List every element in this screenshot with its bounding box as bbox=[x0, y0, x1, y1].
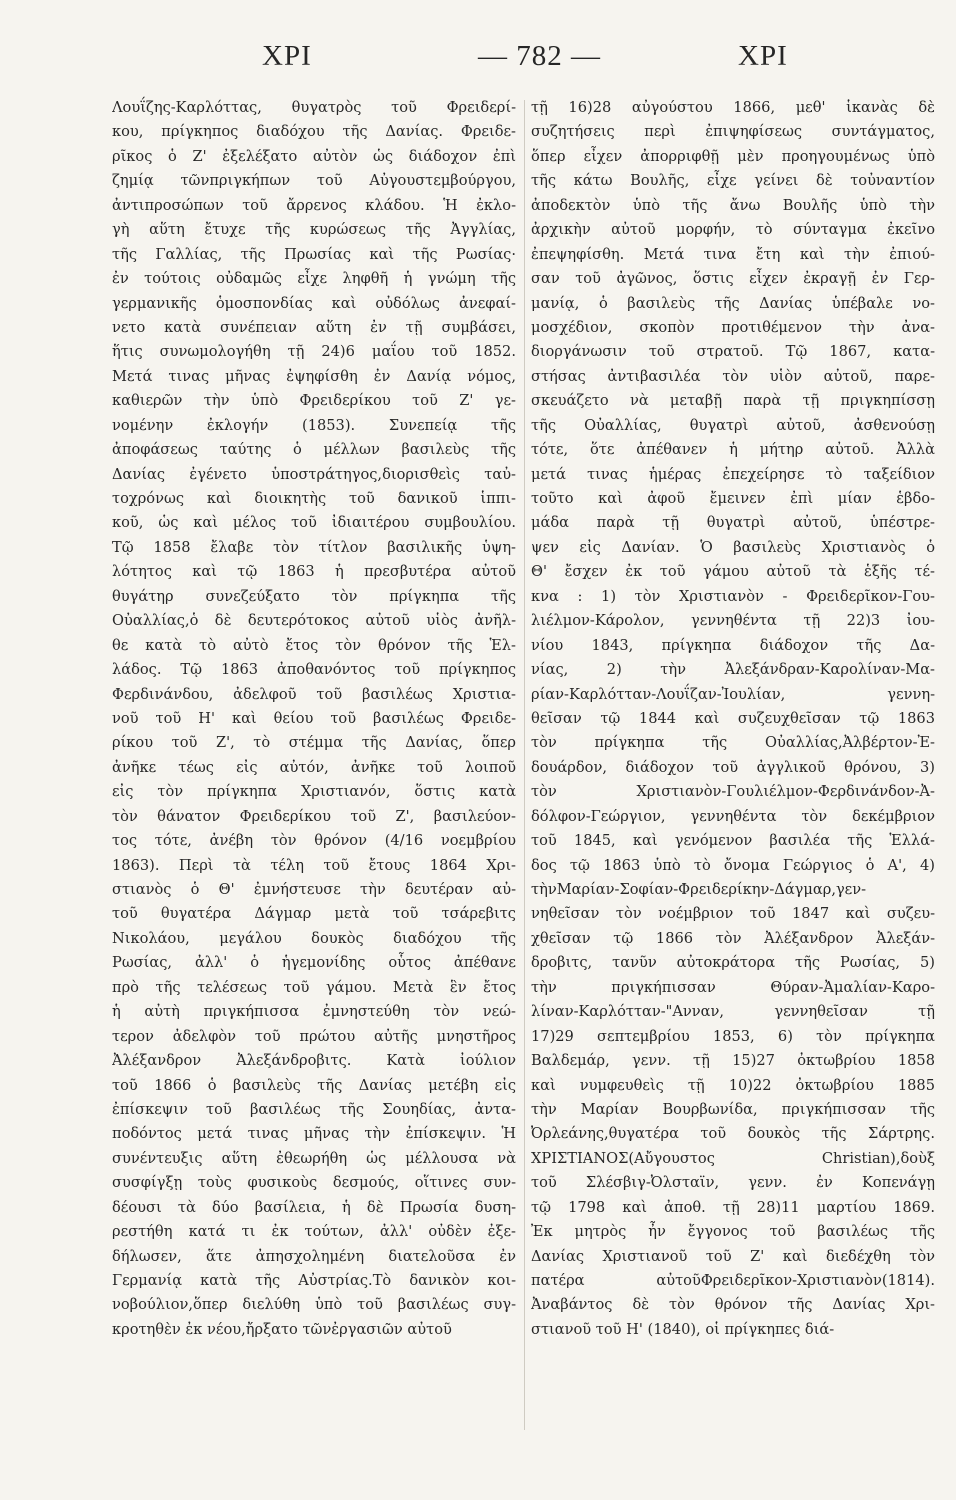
text-line: τὴν πριγκήπισσαν Θύραν-Ἀμαλίαν-Καρο- bbox=[531, 978, 935, 996]
text-line: κου, πρίγκηπος διαδόχου τῆς Δανίας. Φρειδε- bbox=[112, 123, 516, 141]
text-line: διοργάνωσιν τοῦ στρατοῦ. Τῷ 1867, κατα- bbox=[531, 343, 935, 361]
text-line: Γερμανίᾳ κατὰ τῆς Αὐστρίας.Τὸ δανικὸν κοι- bbox=[112, 1272, 516, 1289]
text-line: ἐν τούτοις οὐδαμῶς εἶχε ληφθῆ ἡ γνώμη τῆς bbox=[112, 270, 516, 288]
text-line: Τῷ 1858 ἔλαβε τὸν τίτλον βασιλικῆς ὑψη- bbox=[112, 538, 516, 556]
text-line: τερον ἀδελφὸν τοῦ πρώτου αὐτῆς μνηστῆρος bbox=[112, 1027, 516, 1045]
text-line: μάδα παρὰ τῇ θυγατρὶ αὐτοῦ, ὑπέστρε- bbox=[531, 514, 935, 532]
text-line: σαν τοῦ ἀγῶνος, ὅστις εἶχεν ἐκραγῇ ἐν Γερ- bbox=[531, 270, 935, 288]
text-line: ἐπίσκεψιν τοῦ βασιλέως τῆς Σουηδίας, ἀντα- bbox=[112, 1100, 516, 1118]
text-line: τοχρόνως καὶ διοικητὴς τοῦ δανικοῦ ἱππι- bbox=[112, 490, 516, 507]
text-line: Δανίας Χριστιανοῦ τοῦ Ζ' καὶ διεδέχθη τὸν bbox=[531, 1247, 935, 1265]
text-line: Νικολάου, μεγάλου δουκὸς διαδόχου τῆς bbox=[112, 929, 516, 947]
text-line: ποδόντος μετά τινας μῆνας τὴν ἐπίσκεψιν. Ἡ bbox=[112, 1125, 516, 1143]
text-line: Ρωσίας, ἀλλ' ὁ ἡγεμονίδης οὗτος ἀπέθανε bbox=[112, 954, 516, 972]
text-line: ἀποδεκτὸν ὑπὸ τῆς ἄνω Βουλῆς ὑπὸ τὴν bbox=[531, 196, 935, 214]
text-line: δροβιτς, τανῦν αὐτοκράτορα τῆς Ρωσίας, 5) bbox=[531, 954, 935, 972]
text-line: τὸν πρίγκηπα τῆς Οὐαλλίας,Ἀλβέρτον-Ἐ- bbox=[531, 734, 935, 752]
page-header bbox=[0, 40, 956, 90]
text-line: στιανὸς ὁ Θ' ἐμνήστευσε τὴν δευτέραν αὐ- bbox=[112, 881, 516, 898]
text-line: ἥτις συνωμολογήθη τῇ 24)6 μαΐου τοῦ 1852. bbox=[112, 343, 516, 361]
text-line: Θ' ἔσχεν ἐκ τοῦ γάμου αὐτοῦ τὰ ἑξῆς τέ- bbox=[531, 563, 935, 581]
text-line: καὶ νυμφευθεὶς τῇ 10)22 ὀκτωβρίου 1885 bbox=[531, 1076, 935, 1094]
text-line: τότε, ὅτε ἀπέθανεν ἡ μήτηρ αὐτοῦ. Ἀλλὰ bbox=[531, 441, 935, 459]
text-line: τοῦτο καὶ ἀφοῦ ἔμεινεν ἐπὶ μίαν ἑβδο- bbox=[531, 490, 935, 507]
text-line: ὅπερ εἶχεν ἀπορριφθῇ μὲν προηγουμένως ὑπὸ bbox=[531, 147, 935, 165]
text-line: λιέλμον-Κάρολον, γεννηθέντα τῇ 22)3 ἰου- bbox=[531, 612, 935, 630]
text-line: μανίᾳ, ὁ βασιλεὺς τῆς Δανίας ὑπέβαλε νο- bbox=[531, 294, 935, 312]
text-line: εἰς τὸν πρίγκηπα Χριστιανόν, ὅστις κατὰ bbox=[112, 783, 516, 801]
text-line: ἀντιπροσώπων τοῦ ἄρρενος κλάδου. Ἡ ἐκλο- bbox=[112, 196, 516, 214]
text-line: τὸν θάνατον Φρειδερίκου τοῦ Ζ', βασιλεύον- bbox=[112, 807, 516, 825]
text-line: λάδος. Τῷ 1863 ἀποθανόντος τοῦ πρίγκηπος bbox=[112, 661, 516, 679]
text-line: συζητήσεις περὶ ἐπιψηφίσεως συντάγματος, bbox=[531, 123, 935, 141]
page-number: — 782 — bbox=[478, 40, 601, 72]
text-line: Λουΐζης-Καρλόττας, θυγατρὸς τοῦ Φρειδερί- bbox=[112, 99, 516, 116]
text-line: θυγάτηρ συνεζεύξατο τὸν πρίγκηπα τῆς bbox=[112, 587, 516, 605]
left-column bbox=[112, 96, 516, 1342]
text-line: τῇ 16)28 αὐγούστου 1866, μεθ' ἱκανὰς δὲ bbox=[531, 99, 935, 116]
text-line: νίου 1843, πρίγκηπα διάδοχον τῆς Δα- bbox=[531, 636, 935, 654]
text-line: τὴν Μαρίαν Βουρβωνίδα, πριγκήπισσαν τῆς bbox=[531, 1100, 935, 1118]
text-line: ρίαν-Καρλότταν-Λουΐζαν-Ἰουλίαν, γεννη- bbox=[531, 685, 935, 703]
running-head-right: ΧΡΙ bbox=[738, 40, 788, 72]
text-line: Ἐκ μητρὸς ἦν ἔγγονος τοῦ βασιλέως τῆς bbox=[531, 1223, 935, 1241]
right-column bbox=[531, 96, 935, 1342]
text-line: θεῖσαν τῷ 1844 καὶ συζευχθεῖσαν τῷ 1863 bbox=[531, 709, 935, 727]
text-line: πρὸ τῆς τελέσεως τοῦ γάμου. Μετὰ ἓν ἔτος bbox=[112, 978, 516, 996]
text-line: θε κατὰ τὸ αὐτὸ ἔτος τὸν θρόνον τῆς Ἑλ- bbox=[112, 636, 516, 654]
text-line: 17)29 σεπτεμβρίου 1853, 6) τὸν πρίγκηπα bbox=[531, 1027, 935, 1045]
text-line: κνα : 1) τὸν Χριστιανὸν - Φρειδερῖκον-Γου- bbox=[531, 587, 935, 605]
text-line: γερμανικῆς ὁμοσπονδίας καὶ οὐδόλως ἀνεφαί- bbox=[112, 294, 516, 312]
text-line: σκευάζετο νὰ μεταβῇ παρὰ τῇ πριγκηπίσσῃ bbox=[531, 392, 935, 410]
text-line: νομένην ἐκλογήν (1853). Συνεπείᾳ τῆς bbox=[112, 416, 516, 434]
text-line: νετο κατὰ συνέπειαν αὕτη ἐν τῇ συμβάσει, bbox=[112, 318, 516, 336]
text-line: νοῦ τοῦ Η' καὶ θείου τοῦ βασιλέως Φρειδε- bbox=[112, 709, 516, 727]
text-line: ἡ αὐτὴ πριγκήπισσα ἐμνηστεύθη τὸν νεώ- bbox=[112, 1003, 516, 1021]
text-line: στήσας ἀντιβασιλέα τὸν υἱὸν αὐτοῦ, παρε- bbox=[531, 367, 935, 385]
text-line: Βαλδεμάρ, γενν. τῇ 15)27 ὀκτωβρίου 1858 bbox=[531, 1052, 935, 1070]
text-line: συνέντευξις αὕτη ἐθεωρήθη ὡς μέλλουσα νὰ bbox=[112, 1149, 516, 1167]
text-line: τῷ 1798 καὶ ἀποθ. τῇ 28)11 μαρτίου 1869. bbox=[531, 1198, 935, 1216]
text-line: λίναν-Καρλότταν-"Ανναν, γεννηθεῖσαν τῇ bbox=[531, 1003, 935, 1021]
text-line: νοβούλιον,ὅπερ διελύθη ὑπὸ τοῦ βασιλέως συγ- bbox=[112, 1296, 516, 1314]
text-line: τῆς Γαλλίας, τῆς Πρωσίας καὶ τῆς Ρωσίας· bbox=[112, 245, 516, 263]
text-line: στιανοῦ τοῦ Η' (1840), οἱ πρίγκηπες διά- bbox=[531, 1320, 835, 1338]
text-line: Μετά τινας μῆνας ἐψηφίσθη ἐν Δανίᾳ νόμος, bbox=[112, 367, 516, 385]
text-line: πατέρα αὐτοῦΦρειδερῖκον-Χριστιανὸν(1814). bbox=[531, 1272, 935, 1289]
text-line: Ἀλέξανδρον Ἀλεξάνδροβιτς. Κατὰ ἰούλιον bbox=[112, 1052, 516, 1070]
text-line: τοῦ θυγατέρα Δάγμαρ μετὰ τοῦ τσάρεβιτς bbox=[112, 905, 516, 923]
text-line: μετά τινας ἡμέρας ἐπεχείρησε τὸ ταξείδιον bbox=[531, 465, 935, 483]
text-line: τοῦ Σλέσβιγ-Ὀλσταϊν, γενν. ἐν Κοπενάγῃ bbox=[531, 1174, 935, 1192]
text-line: δόλφον-Γεώργιον, γεννηθέντα τὸν δεκέμβριον bbox=[531, 807, 935, 825]
text-line: λότητος καὶ τῷ 1863 ἡ πρεσβυτέρα αὐτοῦ bbox=[112, 563, 516, 581]
text-line: μοσχέδιον, σκοπὸν προτιθέμενον τὴν ἀνα- bbox=[531, 318, 935, 336]
running-head-left: ΧΡΙ bbox=[262, 40, 312, 72]
text-line: ρεστήθη κατά τι ἐκ τούτων, ἀλλ' οὐδὲν ἐξε- bbox=[112, 1223, 516, 1241]
text-line: Φερδινάνδου, ἀδελφοῦ τοῦ βασιλέως Χριστια- bbox=[112, 685, 516, 703]
text-line: τῆς κάτω Βουλῆς, εἶχε γείνει δὲ τοὐναντίον bbox=[531, 172, 935, 190]
text-line: ρίκου τοῦ Ζ', τὸ στέμμα τῆς Δανίας, ὅπερ bbox=[112, 734, 516, 752]
text-line: ἀποφάσεως ταύτης ὁ μέλλων βασιλεὺς τῆς bbox=[112, 441, 516, 459]
text-line: κοῦ, ὡς καὶ μέλος τοῦ ἰδιαιτέρου συμβουλίου. bbox=[112, 514, 516, 532]
text-line: τῆς Οὐαλλίας, θυγατρὶ αὐτοῦ, ἀσθενούσῃ bbox=[531, 416, 935, 434]
text-line: δος τῷ 1863 ὑπὸ τὸ ὄνομα Γεώργιος ὁ Α', 4) bbox=[531, 856, 935, 874]
text-line: ψεν εἰς Δανίαν. Ὁ βασιλεὺς Χριστιανὸς ὁ bbox=[531, 538, 935, 556]
text-line: τὴνΜαρίαν-Σοφίαν-Φρειδερίκην-Δάγμαρ,γεν- bbox=[531, 881, 867, 898]
text-line: τὸν Χριστιανὸν-Γουλιέλμον-Φερδινάνδον-Ἀ- bbox=[531, 783, 935, 801]
text-line: ζημίᾳ τῶνπριγκήπων τοῦ Αὐγουστεμβούργου, bbox=[112, 172, 516, 190]
text-line: νίας, 2) τὴν Ἀλεξάνδραν-Καρολίναν-Μα- bbox=[531, 661, 935, 679]
text-line: ἀρχικὴν αὐτοῦ μορφήν, τὸ σύνταγμα ἐκεῖνο bbox=[531, 221, 935, 239]
text-line: ἀνῆκε τέως εἰς αὐτόν, ἀνῆκε τοῦ λοιποῦ bbox=[112, 758, 516, 776]
text-line: Οὐαλλίας,ὁ δὲ δευτερότοκος αὐτοῦ υἱὸς ἀνῆλ- bbox=[112, 612, 516, 630]
text-line: ΧΡΙΣΤΙΑΝΟΣ(Αὔγουστος Christian),δοὺξ bbox=[531, 1149, 935, 1167]
text-line: δήλωσεν, ἅτε ἀπησχολημένη διατελοῦσα ἐν bbox=[112, 1247, 516, 1265]
column-divider bbox=[524, 100, 525, 1430]
text-line: ρῖκος ὁ Ζ' ἐξελέξατο αὐτὸν ὡς διάδοχον ἐπὶ bbox=[112, 147, 516, 165]
text-line: δέουσι τὰ δύο βασίλεια, ἡ δὲ Πρωσία δυση- bbox=[112, 1198, 516, 1216]
text-line: νηθεῖσαν τὸν νοέμβριον τοῦ 1847 καὶ συζευ- bbox=[531, 905, 935, 923]
text-line: Ὀρλεάνης,θυγατέρα τοῦ δουκὸς τῆς Σάρτρης. bbox=[531, 1125, 935, 1143]
text-line: γὴ αὕτη ἔτυχε τῆς κυρώσεως τῆς Ἀγγλίας, bbox=[112, 221, 516, 239]
text-line: καθιερῶν τὴν ὑπὸ Φρειδερίκου τοῦ Ζ' γε- bbox=[112, 392, 516, 410]
text-line: Δανίας ἐγένετο ὑποστράτηγος,διορισθεὶς ταὐ- bbox=[112, 465, 516, 483]
text-line: κροτηθὲν ἐκ νέου,ἤρξατο τῶνἐργασιῶν αὐτοῦ bbox=[112, 1320, 452, 1338]
text-line: τοῦ 1866 ὁ βασιλεὺς τῆς Δανίας μετέβη εἰς bbox=[112, 1076, 516, 1094]
text-line: τος τότε, ἀνέβη τὸν θρόνον (4/16 νοεμβρίου bbox=[112, 832, 516, 850]
text-line: τοῦ 1845, καὶ γενόμενον βασιλέα τῆς Ἑλλά- bbox=[531, 832, 935, 850]
text-line: συσφίγξῃ τοὺς φυσικοὺς δεσμούς, οἵτινες συν- bbox=[112, 1174, 516, 1192]
text-line: χθεῖσαν τῷ 1866 τὸν Ἀλέξανδρον Ἀλεξάν- bbox=[531, 929, 935, 947]
text-line: Ἀναβάντος δὲ τὸν θρόνον τῆς Δανίας Χρι- bbox=[531, 1296, 935, 1314]
text-line: ἐπεψηφίσθη. Μετά τινα ἔτη καὶ τὴν ἐπιού- bbox=[531, 245, 935, 263]
text-line: 1863). Περὶ τὰ τέλη τοῦ ἔτους 1864 Χρι- bbox=[112, 856, 516, 874]
text-line: δουάρδον, διάδοχον τοῦ ἀγγλικοῦ θρόνου, 3) bbox=[531, 758, 935, 776]
